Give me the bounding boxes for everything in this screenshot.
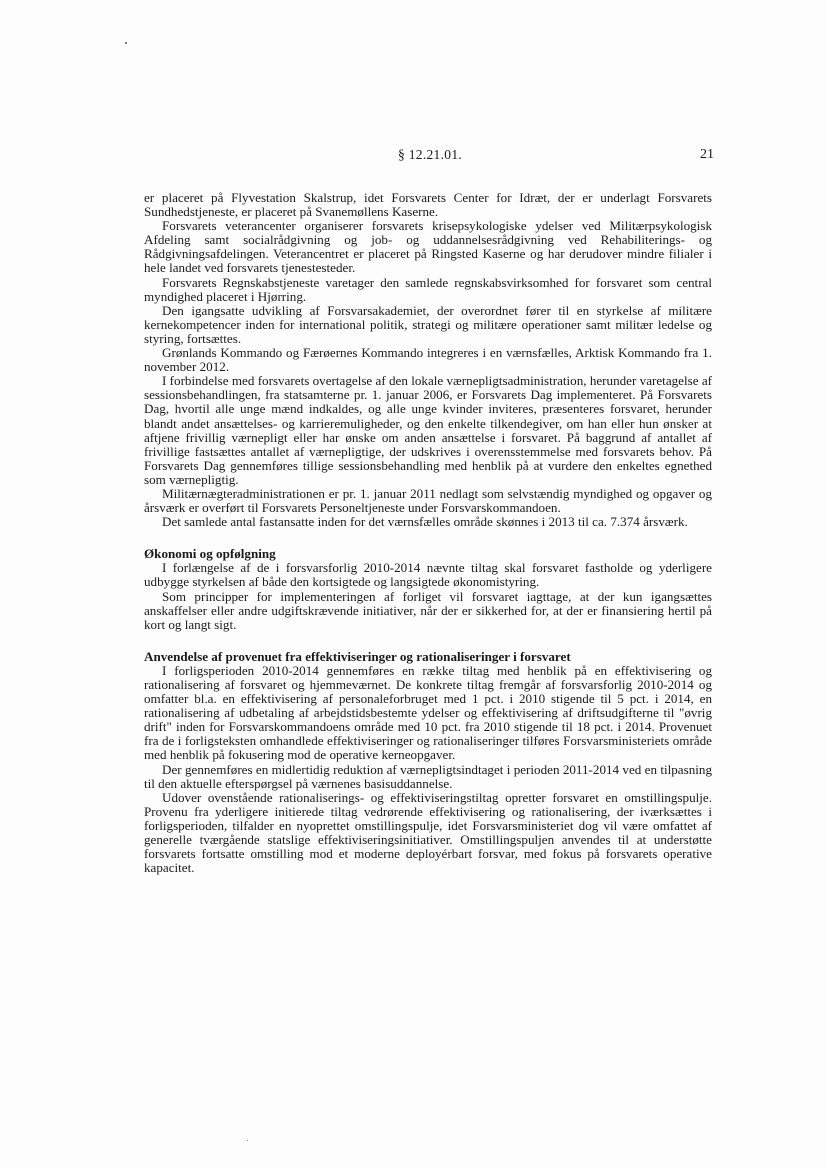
section-heading: Anvendelse af provenuet fra effektiviseringer og rationaliseringer i forsvaret xyxy=(144,648,571,664)
paragraph: Grønlands Kommando og Færøernes Kommando integreres i en værnsfælles, Arktisk Kommando fra 1. november 2012. xyxy=(144,345,712,375)
paragraph: Udover ovenstående rationaliserings- og effektiviseringstiltag opretter forsvaret en omstillingspulje. Provenu fra yderligere initierede tiltag vedrørende effektivisering og rationalisering, der iværksættes i forligsperioden, tilfalder en nyoprettet omstillingspulje, idet Forsvarsministeriet dog vil være omfattet af generelle tværgående statslige effektiviseringsinitiativer. Omstillingspuljen anvendes til at understøtte forsvarets fortsatte omstilling mod et moderne deployérbart forsvar, med fokus på forsvarets operative kapacitet. xyxy=(144,789,712,876)
paragraph: Militærnægteradministrationen er pr. 1. januar 2011 nedlagt som selvstændig myndighed og opgaver og årsværk er overført til Forsvarets Personeltjeneste under Forsvarskommandoen. xyxy=(144,485,712,516)
section-reference: § 12.21.01. xyxy=(398,147,463,162)
paragraph: Den igangsatte udvikling af Forsvarsakademiet, der overordnet fører til en styrkelse af militære kernekompetencer inden for international politik, strategi og militære operationer samt militær ledelse og styring, fortsættes. xyxy=(144,302,712,346)
scan-speck xyxy=(125,42,127,44)
paragraph: Forsvarets Regnskabstjeneste varetager den samlede regnskabsvirksomhed for forsvaret som central myndighed placeret i Hjørring. xyxy=(144,274,712,304)
document-body xyxy=(144,191,712,875)
paragraph: Det samlede antal fastansatte inden for det værnsfælles område skønnes i 2013 til ca. 7.374 årsværk. xyxy=(162,514,688,530)
paragraph: I forligsperioden 2010-2014 gennemføres en række tiltag med henblik på en effektivisering og rationalisering af forsvaret og hjemmeværnet. De konkrete tiltag fremgår af forsvarsforlig 2010-2014 og omfatter bl.a. en effektivisering af personaleforbruget med 1 pct. i 2010 stigende til 5 pct. i 2014, en rationalisering af udbetaling af arbejdstidsbestemte ydelser og effektivisering af driftsudgifterne til "øvrig drift" inden for Forsvarskommandoens område med 10 pct. fra 2010 stigende til 18 pct. i 2014. Provenuet fra de i forligsteksten omhandlede effektiviseringer og rationaliseringer tilføres Forsvarsministeriets område med henblik på fokusering mod de operative kerneopgaver. xyxy=(144,662,712,763)
paragraph: I forlængelse af de i forsvarsforlig 2010-2014 nævnte tiltag skal forsvaret fastholde og yderligere udbygge styrkelsen af både den kortsigtede og langsigtede økonomistyring. xyxy=(144,560,712,590)
paragraph: Som principper for implementeringen af forliget vil forsvaret iagttage, at der kun igangsættes anskaffelser eller andre udgiftskrævende initiativer, når der er sikkerhed for, at der er finansiering hertil på kort og langt sigt. xyxy=(144,588,712,632)
paragraph: Forsvarets veterancenter organiserer forsvarets krisepsykologiske ydelser ved Militærpsykologisk Afdeling samt socialrådgivning og job- og uddannelsesrådgivning ved Rehabiliterings- og Rådgivningsafdelingen. Veterancentret er placeret på Ringsted Kaserne og har derudover mindre filialer i hele landet ved forsvarets tjenestesteder. xyxy=(144,218,712,276)
scan-speck xyxy=(247,1140,248,1141)
paragraph: er placeret på Flyvestation Skalstrup, idet Forsvarets Center for Idræt, der er underlagt Forsvarets Sundhedstjeneste, er placeret på Svanemøllens Kaserne. xyxy=(144,190,712,220)
paragraph: Der gennemføres en midlertidig reduktion af værnepligtsindtaget i perioden 2011-2014 ved en tilpasning til den aktuelle efterspørgsel på værnenes basisuddannelse. xyxy=(144,761,712,791)
section-heading: Økonomi og opfølgning xyxy=(144,546,276,562)
paragraph: I forbindelse med forsvarets overtagelse af den lokale værnepligtsadministration, herunder varetagelse af sessionsbehandlingen, fra statsamterne pr. 1. januar 2006, er Forsvarets Dag implementeret. På Forsvarets Dag, hvortil alle unge mænd indkaldes, og alle unge kvinder inviteres, præsenteres forsvaret, herunder blandt andet ansættelses- og karrieremuligheder, og den enkelte tilkendegiver, om han eller hun ønsker at aftjene frivillig værnepligt eller har ønske om anden ansættelse i forsvaret. På baggrund af antallet af frivillige fastsættes antallet af værnepligtige, der udskrives i overensstemmelse med forsvarets behov. På Forsvarets Dag gennemføres tillige sessionsbehandling med henblik på at vurdere den enkeltes egnethed som værnepligtig. xyxy=(144,373,712,487)
page-number: 21 xyxy=(700,147,714,162)
